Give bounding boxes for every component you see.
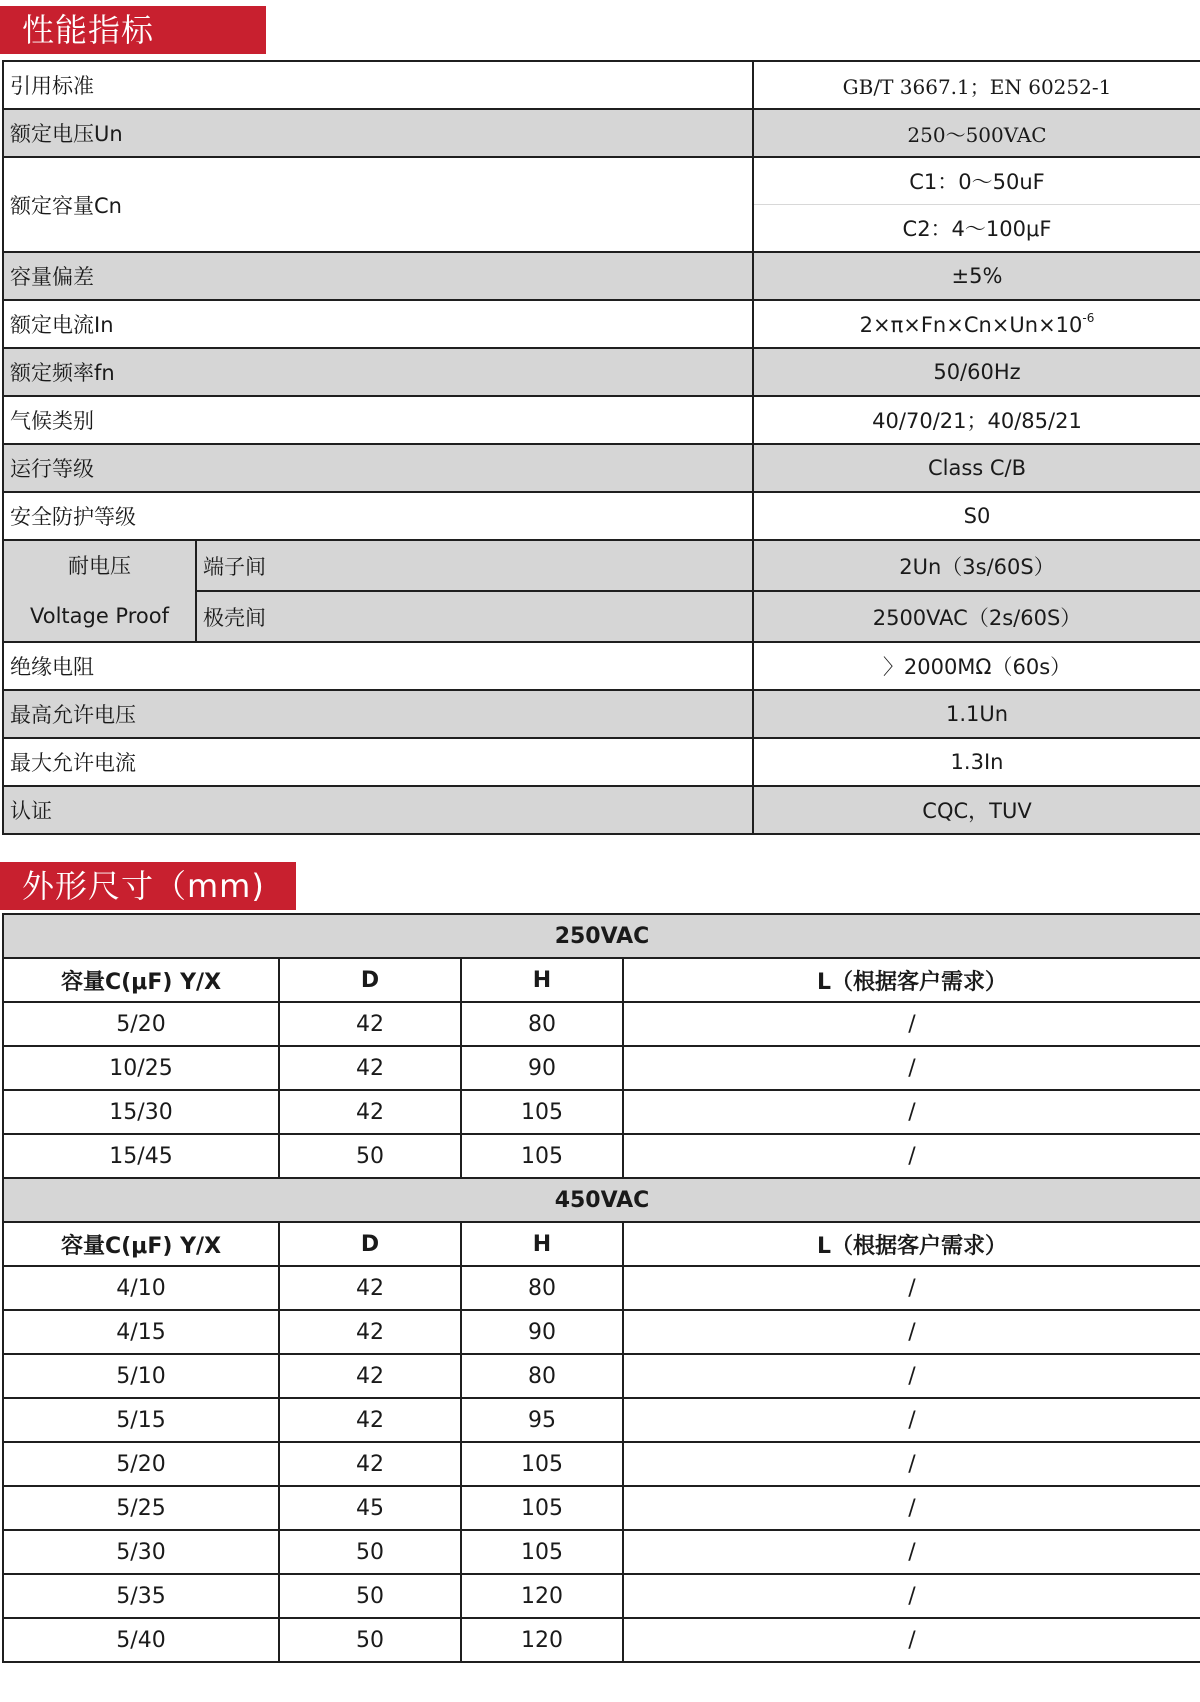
table-row (3, 1046, 1200, 1090)
row-value: CQC，TUV (753, 786, 1200, 834)
table-cell: 95 (461, 1398, 623, 1442)
row-label: 容量偏差 (3, 252, 753, 300)
table-cell: / (623, 1442, 1200, 1486)
voltage-proof-label-en: Voltage Proof (29, 604, 169, 628)
table-cell: / (623, 1266, 1200, 1310)
table-cell: 105 (461, 1090, 623, 1134)
row-value: GB/T 3667.1；EN 60252-1 (753, 61, 1200, 109)
table-cell: 120 (461, 1574, 623, 1618)
section-title-dimensions: 外形尺寸（mm) (0, 862, 296, 910)
column-header: 容量C(μF) Y/X (3, 1222, 279, 1266)
table-cell: 5/10 (3, 1354, 279, 1398)
table-cell: 105 (461, 1530, 623, 1574)
table-cell: / (623, 1618, 1200, 1662)
column-header: L（根据客户需求） (623, 1222, 1200, 1266)
voltage-group-row (3, 914, 1200, 958)
row-label: 绝缘电阻 (3, 642, 753, 690)
row-value: 250～500VAC (753, 109, 1200, 157)
table-row (3, 1354, 1200, 1398)
table-cell: 42 (279, 1442, 461, 1486)
table-row (3, 738, 1200, 786)
table-cell: 50 (279, 1574, 461, 1618)
table-cell: 105 (461, 1134, 623, 1178)
column-header: 容量C(μF) Y/X (3, 958, 279, 1002)
section-title-performance: 性能指标 (0, 6, 266, 54)
table-cell: 50 (279, 1134, 461, 1178)
row-label: 额定容量Cn (3, 157, 753, 252)
table-cell: / (623, 1398, 1200, 1442)
table-row (3, 348, 1200, 396)
column-header: H (461, 1222, 623, 1266)
row-value: 50/60Hz (753, 348, 1200, 396)
table-row (3, 1002, 1200, 1046)
voltage-group-title: 250VAC (3, 914, 1200, 958)
row-label: 认证 (3, 786, 753, 834)
row-label: 引用标准 (3, 61, 753, 109)
table-row (3, 1310, 1200, 1354)
table-row (3, 1266, 1200, 1310)
table-cell: 42 (279, 1002, 461, 1046)
table-cell: 105 (461, 1486, 623, 1530)
table-row (3, 1398, 1200, 1442)
current-formula: 2×π×Fn×Cn×Un×10 (859, 313, 1083, 337)
table-row (3, 1442, 1200, 1486)
table-cell: / (623, 1046, 1200, 1090)
table-cell: 15/30 (3, 1090, 279, 1134)
table-cell: 4/10 (3, 1266, 279, 1310)
table-cell: 80 (461, 1002, 623, 1046)
table-cell: 42 (279, 1310, 461, 1354)
row-label: 气候类别 (3, 396, 753, 444)
row-value: ±5% (753, 252, 1200, 300)
table-cell: 5/40 (3, 1618, 279, 1662)
column-header: H (461, 958, 623, 1002)
table-cell: / (623, 1002, 1200, 1046)
row-label: 安全防护等级 (3, 492, 753, 540)
table-cell: 5/15 (3, 1398, 279, 1442)
row-value: C2：4～100μF (753, 205, 1200, 253)
table-cell: 5/20 (3, 1442, 279, 1486)
table-cell: / (623, 1090, 1200, 1134)
table-cell: / (623, 1134, 1200, 1178)
row-value: 1.1Un (753, 690, 1200, 738)
row-value: Class C/B (753, 444, 1200, 492)
row-value: S0 (753, 492, 1200, 540)
row-value (753, 300, 1200, 348)
table-row (3, 492, 1200, 540)
voltage-group-row (3, 1178, 1200, 1222)
column-header: D (279, 958, 461, 1002)
table-cell: 5/35 (3, 1574, 279, 1618)
table-header-row (3, 1222, 1200, 1266)
table-row (3, 690, 1200, 738)
table-cell: / (623, 1486, 1200, 1530)
table-cell: 50 (279, 1618, 461, 1662)
row-label: 运行等级 (3, 444, 753, 492)
row-label: 额定电流In (3, 300, 753, 348)
row-value: 40/70/21；40/85/21 (753, 396, 1200, 444)
row-value: 2500VAC（2s/60S） (753, 591, 1200, 642)
table-row (3, 1134, 1200, 1178)
table-cell: / (623, 1530, 1200, 1574)
table-row (3, 1574, 1200, 1618)
row-label: 端子间 (196, 540, 753, 591)
row-value: 2Un（3s/60S） (753, 540, 1200, 591)
table-row (3, 1530, 1200, 1574)
table-row (3, 61, 1200, 109)
table-cell: 10/25 (3, 1046, 279, 1090)
table-cell: 15/45 (3, 1134, 279, 1178)
row-label: 极壳间 (196, 591, 753, 642)
table-cell: / (623, 1354, 1200, 1398)
table-row (3, 642, 1200, 690)
table-header-row (3, 958, 1200, 1002)
table-row (3, 157, 1200, 205)
row-value: C1：0～50uF (753, 157, 1200, 205)
table-cell: 42 (279, 1398, 461, 1442)
table-row (3, 109, 1200, 157)
table-row (3, 786, 1200, 834)
performance-table (2, 60, 1200, 835)
table-cell: 5/30 (3, 1530, 279, 1574)
table-row (3, 1090, 1200, 1134)
table-row (3, 1486, 1200, 1530)
current-exponent: -6 (1082, 311, 1095, 325)
column-header: L（根据客户需求） (623, 958, 1200, 1002)
row-label: 最大允许电流 (3, 738, 753, 786)
table-row (3, 300, 1200, 348)
table-cell: 80 (461, 1354, 623, 1398)
table-cell: 50 (279, 1530, 461, 1574)
table-cell: 42 (279, 1354, 461, 1398)
column-header: D (279, 1222, 461, 1266)
table-cell: 42 (279, 1046, 461, 1090)
dimensions-table (2, 913, 1200, 1663)
row-label: 最高允许电压 (3, 690, 753, 738)
row-value: 1.3In (753, 738, 1200, 786)
row-value: 〉2000MΩ（60s） (753, 642, 1200, 690)
table-cell: 42 (279, 1090, 461, 1134)
table-row (3, 252, 1200, 300)
table-cell: / (623, 1574, 1200, 1618)
voltage-group-title: 450VAC (3, 1178, 1200, 1222)
table-row (3, 444, 1200, 492)
table-cell: 4/15 (3, 1310, 279, 1354)
table-cell: 45 (279, 1486, 461, 1530)
table-row (3, 540, 1200, 591)
row-label: 额定频率fn (3, 348, 753, 396)
table-row (3, 1618, 1200, 1662)
table-cell: 120 (461, 1618, 623, 1662)
table-cell: / (623, 1310, 1200, 1354)
table-cell: 5/25 (3, 1486, 279, 1530)
table-cell: 90 (461, 1046, 623, 1090)
table-cell: 5/20 (3, 1002, 279, 1046)
table-cell: 105 (461, 1442, 623, 1486)
voltage-proof-label (3, 540, 196, 642)
voltage-proof-label-cn: 耐电压 (68, 554, 131, 578)
table-cell: 80 (461, 1266, 623, 1310)
row-label: 额定电压Un (3, 109, 753, 157)
table-row (3, 396, 1200, 444)
table-cell: 42 (279, 1266, 461, 1310)
table-cell: 90 (461, 1310, 623, 1354)
